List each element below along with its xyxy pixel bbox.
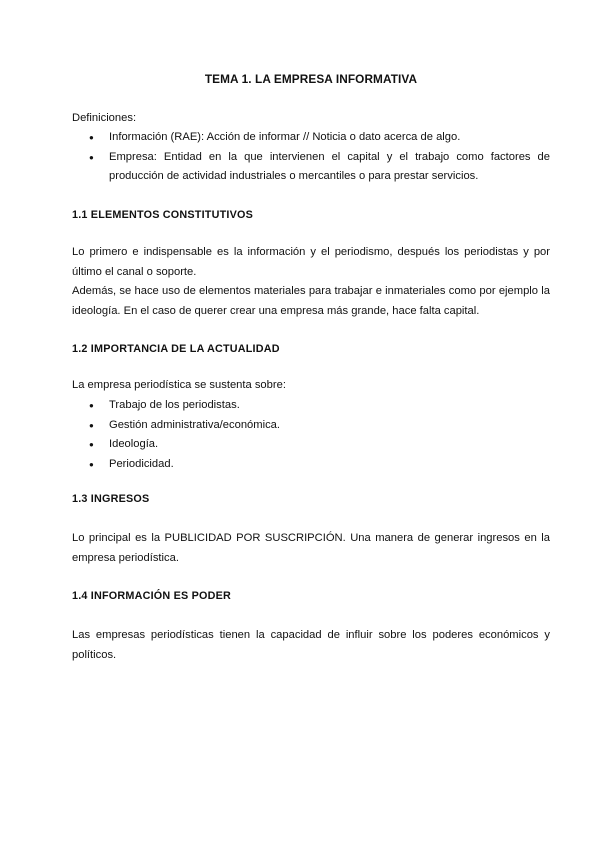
list-item-text: Empresa: Entidad en la que intervienen el capital y el trabajo como factores de producción de actividad industriales o mercantiles o para prestar servicios.	[109, 150, 550, 182]
section-1-2-paragraph: La empresa periodística se sustenta sobre:	[72, 379, 286, 391]
list-item	[72, 435, 550, 455]
section-1-3-paragraph: Lo principal es la PUBLICIDAD POR SUSCRIPCIÓN. Una manera de generar ingresos en la empresa periodística.	[72, 532, 550, 564]
list-item-text: Gestión administrativa/económica.	[109, 418, 280, 431]
section-1-1-paragraph-2: Además, se hace uso de elementos materiales para trabajar e inmateriales como por ejemplo la ideología. En el caso de querer crear una empresa más grande, hace falta capital.	[72, 285, 550, 317]
list-item	[72, 128, 550, 148]
list-item-text: Periodicidad.	[109, 457, 174, 470]
section-heading-1-2: 1.2 IMPORTANCIA DE LA ACTUALIDAD	[72, 343, 280, 355]
list-item	[72, 148, 550, 187]
section-heading-1-4: 1.4 INFORMACIÓN ES PODER	[72, 590, 231, 602]
list-item-text: Ideología.	[109, 438, 159, 450]
section-1-4-paragraph: Las empresas periodísticas tienen la capacidad de influir sobre los poderes económicos y políticos.	[72, 629, 550, 661]
section-1-1-paragraph-1: Lo primero e indispensable es la información y el periodismo, después los periodistas y por último el canal o soporte.	[72, 246, 550, 278]
list-item-text: Trabajo de los periodistas.	[109, 399, 240, 411]
section-heading-1-1: 1.1 ELEMENTOS CONSTITUTIVOS	[72, 209, 253, 221]
definitions-list	[72, 128, 550, 187]
section-1-2-list	[72, 396, 550, 474]
section-heading-1-3: 1.3 INGRESOS	[72, 493, 150, 505]
definitions-heading: Definiciones:	[72, 112, 137, 124]
list-item	[72, 396, 550, 416]
list-item	[72, 416, 550, 436]
list-item-text: Información (RAE): Acción de informar // Noticia o dato acerca de algo.	[109, 131, 461, 143]
list-item	[72, 455, 550, 475]
document-title: TEMA 1. LA EMPRESA INFORMATIVA	[204, 72, 418, 86]
